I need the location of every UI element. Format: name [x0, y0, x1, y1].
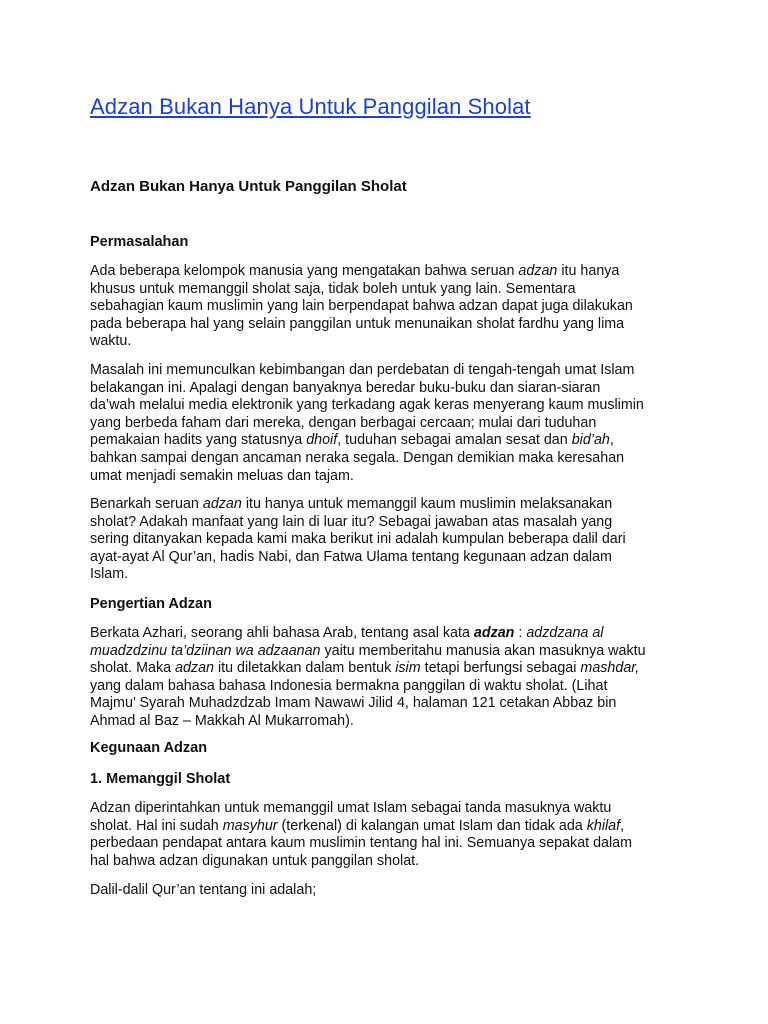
text-run: itu diletakkan dalam bentuk [214, 660, 396, 677]
paragraph-1-line-1 [90, 263, 680, 281]
text-run: tetapi berfungsi sebagai [420, 660, 581, 677]
heading-pengertian-adzan: Pengertian Adzan [90, 596, 212, 612]
paragraph-2-line-5 [90, 432, 680, 450]
paragraph-6-line-1: Dalil-dalil Qur’an tentang ini adalah; [90, 882, 317, 898]
italic-term: muadzdzinu ta’dziinan wa adzaanan [90, 642, 321, 659]
paragraph-3 [90, 496, 680, 584]
paragraph-2 [90, 362, 680, 485]
paragraph-3-line-3: sering ditanyakan kepada kami maka berikut ini adalah kumpulan beberapa dalil dari [90, 531, 626, 548]
text-run: yaitu memberitahu manusia akan masuknya waktu [320, 642, 646, 659]
paragraph-1-line-4: pada beberapa hal yang selain panggilan untuk menunaikan sholat fardhu yang lima [90, 315, 625, 332]
paragraph-6 [90, 882, 680, 900]
text-run: (terkenal) di kalangan umat Islam dan tidak ada [277, 817, 587, 834]
paragraph-3-line-2: sholat? Adakah manfaat yang lain di luar itu? Sebagai jawaban atas masalah yang [90, 513, 613, 530]
text-run: itu hanya untuk memanggil kaum muslimin melaksanakan [241, 496, 613, 512]
text-run: , tuduhan sebagai amalan sesat dan [337, 432, 572, 449]
paragraph-4-line-4: yang dalam bahasa bahasa Indonesia bermakna panggilan di waktu sholat. (Lihat [90, 677, 608, 694]
paragraph-2-line-3: da’wah melalui media elektronik yang terkadang agak keras menyerang kaum muslimin [90, 397, 644, 414]
title-link[interactable]: Adzan Bukan Hanya Untuk Panggilan Sholat [90, 94, 531, 119]
text-run: Berkata Azhari, seorang ahli bahasa Arab, tentang asal kata [90, 625, 474, 641]
paragraph-1-line-2: khusus untuk memanggil sholat saja, tidak boleh untuk yang lain. Sementara [90, 280, 576, 297]
article-subtitle: Adzan Bukan Hanya Untuk Panggilan Sholat [90, 178, 407, 195]
paragraph-4-line-2 [90, 643, 680, 661]
text-run: pemakaian hadits yang statusnya [90, 432, 307, 449]
paragraph-5-line-3: perbedaan pendapat antara kaum muslimin tentang hal ini. Semuanya sepakat dalam [90, 835, 633, 852]
italic-term: adzan [175, 660, 214, 677]
paragraph-4-line-1 [90, 625, 680, 643]
paragraph-5-line-2 [90, 818, 680, 836]
text-run: Ada beberapa kelompok manusia yang mengatakan bahwa seruan [90, 263, 519, 279]
text-run: sholat. Maka [90, 660, 176, 677]
paragraph-2-line-1: Masalah ini memunculkan kebimbangan dan perdebatan di tengah-tengah umat Islam [90, 362, 635, 378]
paragraph-4-line-3 [90, 660, 680, 678]
italic-term: mashdar, [580, 660, 640, 677]
italic-term: isim [395, 660, 421, 677]
heading-kegunaan-adzan: Kegunaan Adzan [90, 740, 208, 756]
paragraph-3-line-5: Islam. [90, 566, 129, 583]
text-run: Benarkah seruan [90, 496, 203, 512]
bold-italic-term: adzan [473, 625, 515, 641]
paragraph-2-line-2: belakangan ini. Apalagi dengan banyaknya beredar buku-buku dan siaran-siaran [90, 379, 601, 396]
italic-term: adzan [202, 496, 242, 512]
paragraph-2-line-7: umat menjadi semakin meluas dan tajam. [90, 467, 354, 484]
paragraph-2-line-6: bahkan sampai dengan ancaman neraka segala. Dengan demikian maka keresahan [90, 449, 625, 466]
italic-term: dhoif [306, 432, 338, 449]
text-run: , [609, 432, 614, 449]
italic-term: masyhur [222, 817, 278, 834]
heading-memanggil-sholat: 1. Memanggil Sholat [90, 771, 231, 787]
paragraph-4-line-5: Majmu’ Syarah Muhadzdzab Imam Nawawi Jilid 4, halaman 121 cetakan Abbaz bin [90, 695, 617, 712]
text-run: : [514, 625, 527, 641]
italic-term: adzdzana al [526, 625, 604, 641]
paragraph-1-line-3: sebahagian kaum muslimin yang lain berpendapat bahwa adzan dapat juga dilakukan [90, 298, 633, 315]
paragraph-4 [90, 625, 680, 731]
text-run: , [620, 817, 625, 834]
paragraph-5 [90, 800, 680, 870]
paragraph-1-line-5: waktu. [90, 333, 132, 350]
heading-permasalahan: Permasalahan [90, 234, 189, 250]
italic-term: adzan [518, 263, 558, 279]
paragraph-3-line-1 [90, 496, 680, 514]
paragraph-3-line-4: ayat-ayat Al Qur’an, hadis Nabi, dan Fatwa Ulama tentang kegunaan adzan dalam [90, 548, 612, 565]
text-run: sholat. Hal ini sudah [90, 817, 223, 834]
paragraph-4-line-6: Ahmad al Baz – Makkah Al Mukarromah). [90, 712, 354, 729]
text-run: itu hanya [557, 263, 620, 279]
paragraph-5-line-1: Adzan diperintahkan untuk memanggil umat Islam sebagai tanda masuknya waktu [90, 800, 612, 816]
paragraph-1 [90, 263, 680, 351]
italic-term: khilaf [586, 817, 621, 834]
italic-term: bid’ah [571, 432, 610, 449]
paragraph-5-line-4: hal bahwa adzan digunakan untuk panggilan sholat. [90, 852, 420, 869]
paragraph-2-line-4: yang berbeda faham dari mereka, dengan berbagai cercaan; mulai dari tuduhan [90, 414, 597, 431]
